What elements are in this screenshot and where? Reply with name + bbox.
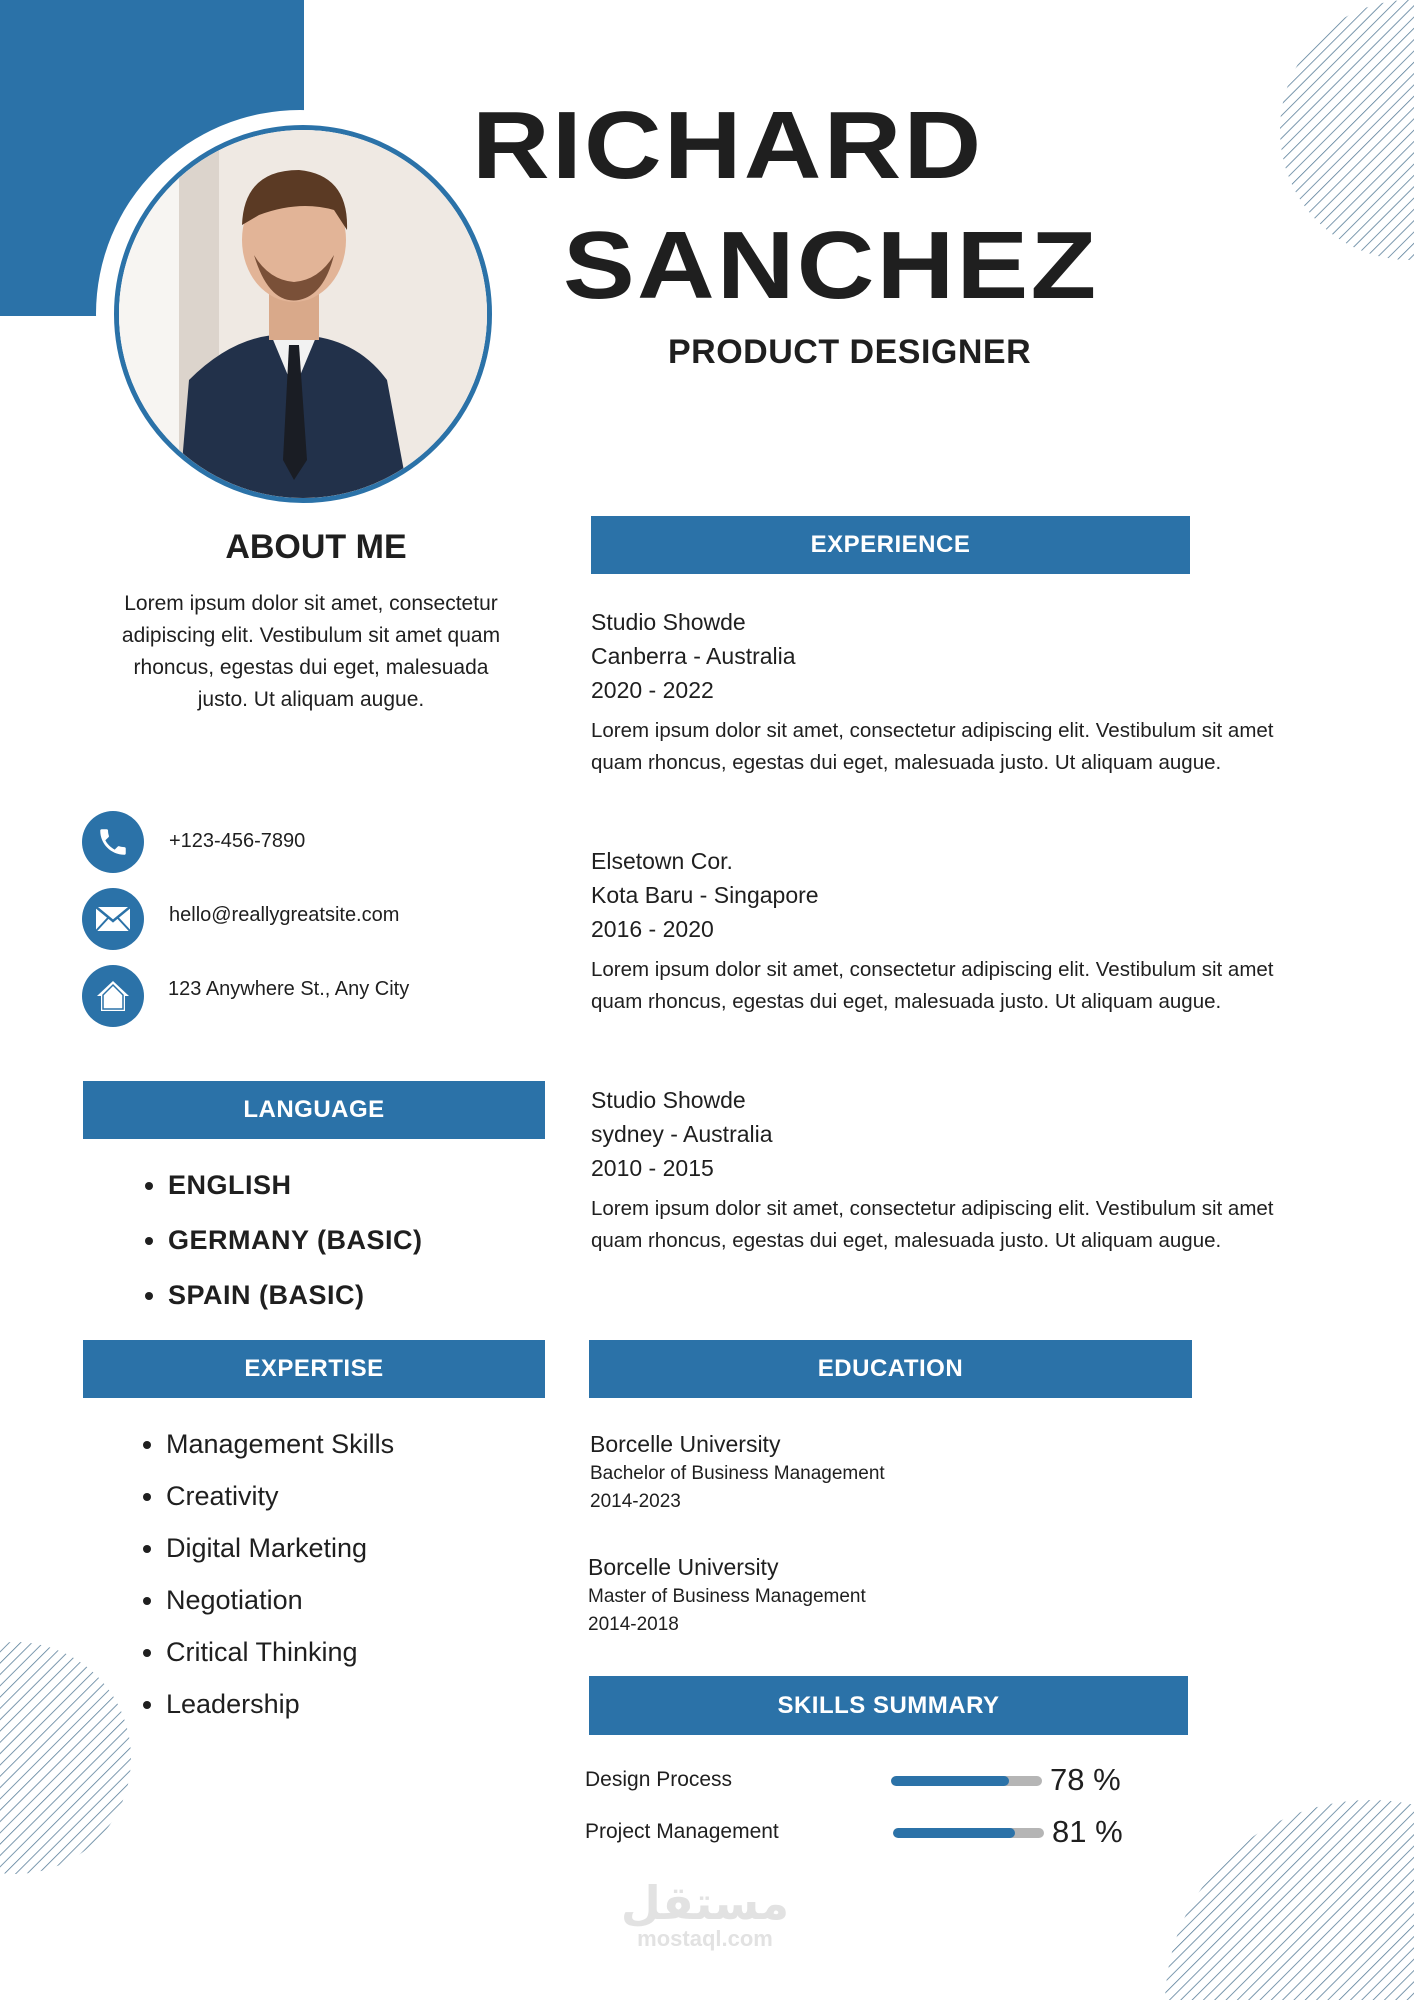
last-name: SANCHEZ bbox=[563, 212, 1099, 319]
skill-percent: 78 % bbox=[1050, 1762, 1121, 1797]
expertise-heading: EXPERTISE bbox=[83, 1340, 545, 1398]
language-list bbox=[130, 1158, 423, 1323]
about-text: Lorem ipsum dolor sit amet, consectetur adipiscing elit. Vestibulum sit amet quam rhoncus, egestas dui eget, malesuada justo. Ut aliquam augue. bbox=[121, 592, 501, 711]
job-company: Studio Showde bbox=[591, 609, 746, 635]
job-location: Canberra - Australia bbox=[591, 643, 796, 669]
job-years: 2010 - 2015 bbox=[591, 1155, 714, 1181]
edu-years: 2014-2018 bbox=[588, 1614, 679, 1635]
edu-degree: Master of Business Management bbox=[588, 1586, 866, 1607]
experience-heading: EXPERIENCE bbox=[591, 516, 1190, 574]
job-company: Studio Showde bbox=[591, 1087, 746, 1113]
experience-entry bbox=[591, 844, 1291, 1018]
job-years: 2016 - 2020 bbox=[591, 916, 714, 942]
profile-photo bbox=[114, 125, 492, 503]
skill-bar bbox=[893, 1828, 1044, 1838]
skills-heading: SKILLS SUMMARY bbox=[589, 1676, 1188, 1735]
skill-label: Design Process bbox=[585, 1768, 733, 1791]
skill-bar bbox=[891, 1776, 1042, 1786]
about-heading: ABOUT ME bbox=[225, 528, 407, 566]
edu-school: Borcelle University bbox=[588, 1554, 779, 1580]
job-description: Lorem ipsum dolor sit amet, consectetur adipiscing elit. Vestibulum sit amet quam rhoncus, egestas dui eget, malesuada justo. Ut aliquam augue. bbox=[591, 958, 1274, 1013]
watermark-latin: mostaql.com bbox=[637, 1926, 773, 1951]
experience-entry bbox=[591, 1083, 1291, 1257]
education-heading: EDUCATION bbox=[589, 1340, 1192, 1398]
skill-percent: 81 % bbox=[1052, 1814, 1123, 1849]
first-name: RICHARD bbox=[472, 92, 984, 199]
job-years: 2020 - 2022 bbox=[591, 677, 714, 703]
job-location: Kota Baru - Singapore bbox=[591, 882, 819, 908]
job-title: PRODUCT DESIGNER bbox=[668, 333, 1032, 371]
experience-entry bbox=[591, 605, 1291, 779]
contact-phone: +123-456-7890 bbox=[169, 830, 306, 852]
list-item: • SPAIN (BASIC) bbox=[168, 1268, 423, 1323]
job-description: Lorem ipsum dolor sit amet, consectetur adipiscing elit. Vestibulum sit amet quam rhoncus, egestas dui eget, malesuada justo. Ut aliquam augue. bbox=[591, 719, 1274, 774]
job-location: sydney - Australia bbox=[591, 1121, 773, 1147]
expertise-list bbox=[130, 1418, 394, 1730]
contact-email: hello@reallygreatsite.com bbox=[169, 904, 400, 926]
skill-label: Project Management bbox=[585, 1820, 779, 1843]
mail-icon bbox=[82, 888, 144, 950]
watermark-logo bbox=[620, 1876, 790, 1952]
list-item: • Negotiation bbox=[166, 1574, 394, 1626]
skill-bar-fill bbox=[893, 1828, 1015, 1838]
job-company: Elsetown Cor. bbox=[591, 848, 733, 874]
language-heading: LANGUAGE bbox=[83, 1081, 545, 1139]
list-item: • GERMANY (BASIC) bbox=[168, 1213, 423, 1268]
skill-bar-fill bbox=[891, 1776, 1009, 1786]
list-item: • ENGLISH bbox=[168, 1158, 423, 1213]
striped-circle-bottom-left bbox=[0, 1640, 135, 1880]
edu-school: Borcelle University bbox=[590, 1431, 781, 1457]
education-entry bbox=[590, 1428, 885, 1516]
list-item: • Leadership bbox=[166, 1678, 394, 1730]
list-item: • Digital Marketing bbox=[166, 1522, 394, 1574]
contact-address: 123 Anywhere St., Any City bbox=[168, 978, 410, 1000]
list-item: • Creativity bbox=[166, 1470, 394, 1522]
edu-degree: Bachelor of Business Management bbox=[590, 1463, 885, 1484]
phone-icon bbox=[82, 811, 144, 873]
striped-circle-bottom-right bbox=[1130, 1790, 1414, 2000]
job-description: Lorem ipsum dolor sit amet, consectetur adipiscing elit. Vestibulum sit amet quam rhoncus, egestas dui eget, malesuada justo. Ut aliquam augue. bbox=[591, 1197, 1274, 1252]
list-item: • Management Skills bbox=[166, 1418, 394, 1470]
list-item: • Critical Thinking bbox=[166, 1626, 394, 1678]
education-entry bbox=[588, 1551, 866, 1639]
watermark-arabic: مستقل bbox=[620, 1876, 790, 1930]
edu-years: 2014-2023 bbox=[590, 1491, 681, 1512]
home-icon bbox=[82, 965, 144, 1027]
